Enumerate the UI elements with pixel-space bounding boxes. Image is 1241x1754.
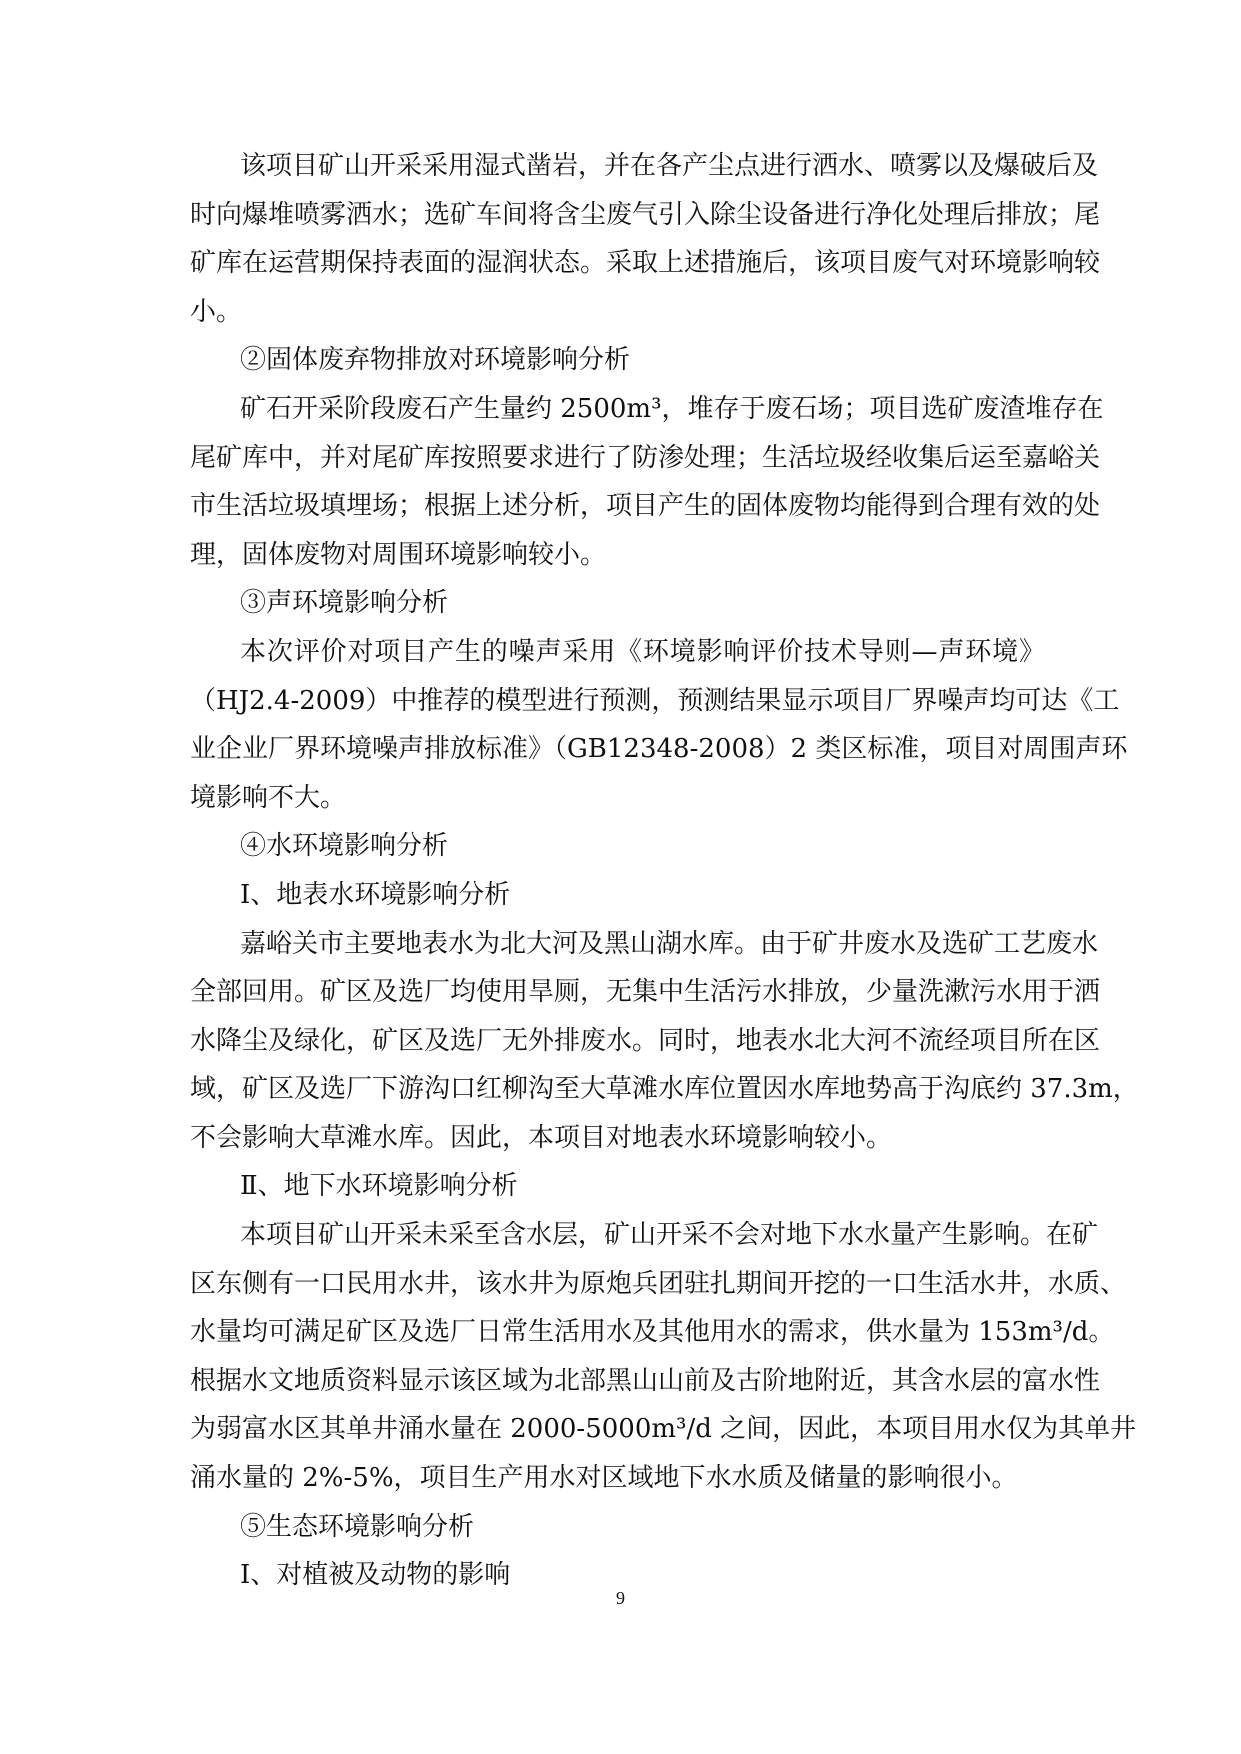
section-heading [190,1162,1045,1211]
text-line: 全部回用。矿区及选厂均使用旱厕，无集中生活污水排放，少量洗漱污水用于洒 [190,977,1101,1008]
text-line: ②固体废弃物排放对环境影响分析 [240,345,631,376]
body-paragraph [190,142,1101,336]
document-body [190,142,1139,1600]
text-line: 水量均可满足矿区及选厂日常生活用水及其他用水的需求，供水量为 153m³/d。 [190,1317,1115,1348]
text-line: 本次评价对项目产生的噪声采用《环境影响评价技术导则—声环境》 [240,636,1045,667]
text-line: 小。 [190,296,243,327]
body-paragraph [190,920,1139,1163]
page-number: 9 [616,1588,625,1608]
body-paragraph [190,628,1128,822]
text-line: ④水环境影响分析 [240,831,449,862]
body-paragraph [190,1211,1137,1503]
section-heading [190,579,1045,628]
text-line: 不会影响大草滩水库。因此，本项目对地表水环境影响较小。 [190,1122,893,1153]
text-line: Ⅱ、地下水环境影响分析 [240,1171,518,1202]
text-line: Ⅰ、对植被及动物的影响 [240,1560,511,1591]
text-line: 涌水量的 2%-5%，项目生产用水对区域地下水水质及储量的影响很小。 [190,1463,1018,1494]
text-line: 本项目矿山开采未采至含水层，矿山开采不会对地下水水量产生影响。在矿 [240,1220,1099,1251]
body-paragraph [190,385,1104,579]
section-heading [190,336,1045,385]
section-heading [190,822,1045,871]
text-line: （HJ2.4-2009）中推荐的模型进行预测，预测结果显示项目厂界噪声均可达《工 [190,685,1120,716]
text-line: 为弱富水区其单井涌水量在 2000-5000m³/d 之间，因此，本项目用水仅为其单井 [190,1414,1137,1445]
text-line: 尾矿库中，并对尾矿库按照要求进行了防渗处理；生活垃圾经收集后运至嘉峪关 [190,442,1101,473]
text-line: 时向爆堆喷雾洒水；选矿车间将含尘废气引入除尘设备进行净化处理后排放；尾 [190,199,1101,230]
text-line: ③声环境影响分析 [240,588,449,619]
text-line: 区东侧有一口民用水井，该水井为原炮兵团驻扎期间开挖的一口生活水井，水质、 [190,1268,1127,1299]
text-line: 矿库在运营期保持表面的湿润状态。采取上述措施后，该项目废气对环境影响较 [190,248,1101,279]
text-line: 境影响不大。 [190,782,347,813]
text-line: ⑤生态环境影响分析 [240,1511,475,1542]
text-line: 域，矿区及选厂下游沟口红柳沟至大草滩水库位置因水库地势高于沟底约 37.3m， [190,1074,1139,1105]
text-line: 该项目矿山开采采用湿式凿岩，并在各产尘点进行洒水、喷雾以及爆破后及 [240,151,1099,181]
text-line: 业企业厂界环境噪声排放标准》（GB12348-2008）2 类区标准，项目对周围声环 [190,734,1128,765]
text-line: 市生活垃圾填埋场；根据上述分析，项目产生的固体废物均能得到合理有效的处 [190,491,1101,522]
section-heading [190,1503,1045,1552]
text-line: 水降尘及绿化，矿区及选厂无外排废水。同时，地表水北大河不流经项目所在区 [190,1025,1101,1056]
text-line: 理，固体废物对周围环境影响较小。 [190,539,607,570]
text-line: 矿石开采阶段废石产生量约 2500m³，堆存于废石场；项目选矿废渣堆存在 [240,393,1104,424]
text-line: 根据水文地质资料显示该区域为北部黑山山前及古阶地附近，其含水层的富水性 [190,1365,1101,1396]
text-line: 嘉峪关市主要地表水为北大河及黑山湖水库。由于矿井废水及选矿工艺废水 [240,928,1099,959]
text-line: Ⅰ、地表水环境影响分析 [240,879,511,910]
section-heading [190,871,1045,920]
